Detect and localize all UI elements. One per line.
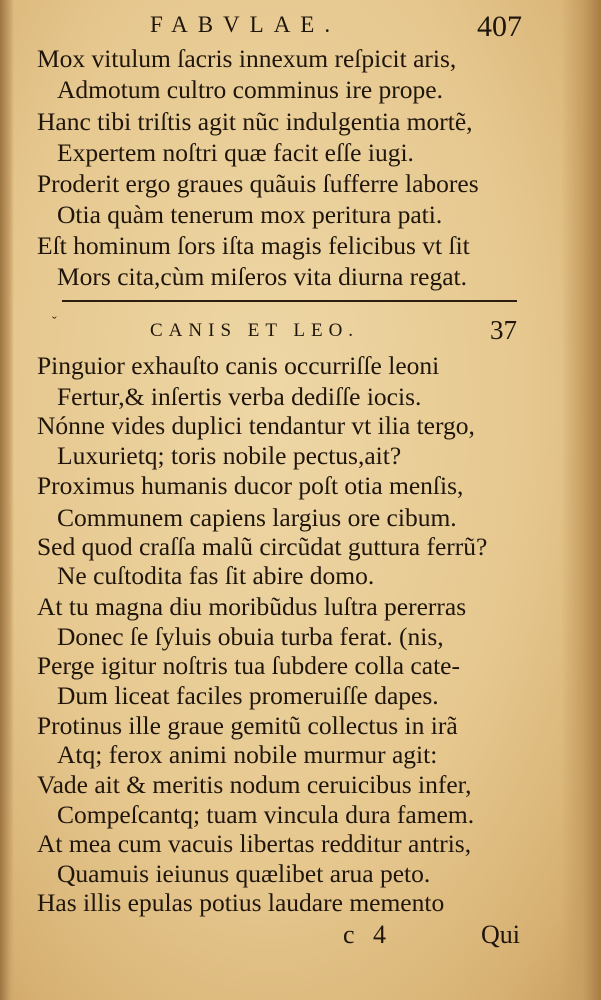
verse-line: Quamuis ieiunus quælibet arua peto. <box>57 859 431 888</box>
verse-line: Sed quod craſſa malũ circũdat guttura ferrũ? <box>37 532 488 561</box>
catchword: Qui <box>481 920 520 949</box>
verse-line: Mox vitulum ſacris innexum reſpicit aris, <box>37 44 457 73</box>
verse-line: Protinus ille graue gemitũ collectus in irã <box>37 711 458 740</box>
verse-line: Vade ait & meritis nodum ceruicibus infer, <box>37 770 472 799</box>
verse-line: Has illis epulas potius laudare memento <box>37 888 445 917</box>
verse-line: Dum liceat faciles promeruiſſe dapes. <box>57 681 439 710</box>
running-title: FABVLAE. <box>150 12 341 37</box>
page-number: 407 <box>477 10 522 43</box>
verse-line: Compeſcantq; tuam vincula dura famem. <box>57 800 475 829</box>
verse-line: Hanc tibi triſtis agit nũc indulgentia mortẽ, <box>37 107 473 136</box>
verse-line: Nónne vides duplici tendantur vt ilia tergo, <box>37 411 475 440</box>
verse-line: At mea cum vacuis libertas redditur antris, <box>37 829 472 858</box>
verse-line: Proximus humanis ducor poſt otia menſis, <box>37 471 464 500</box>
verse-line: Ne cuſtodita fas ſit abire domo. <box>57 561 375 590</box>
verse-line: Admotum cultro comminus ire prope. <box>57 75 443 104</box>
verse-line: Expertem noſtri quæ facit eſſe iugi. <box>57 138 414 167</box>
verse-line: Perge igitur noſtris tua ſubdere colla cate- <box>37 651 460 680</box>
fable-title: CANIS ET LEO. <box>150 320 360 341</box>
verse-line: Communem capiens largius ore cibum. <box>57 503 457 532</box>
verse-line: Otia quàm tenerum mox peritura pati. <box>57 200 443 229</box>
section-divider <box>62 300 517 302</box>
verse-line: Fertur,& inſertis verba dediſſe iocis. <box>57 382 422 411</box>
verse-line: Proderit ergo graues quãuis ſufferre labores <box>37 169 479 198</box>
verse-line: Luxurietq; toris nobile pectus,ait? <box>57 441 402 470</box>
signature-mark: c 4 <box>343 920 393 949</box>
fable-number: 37 <box>490 315 517 345</box>
verse-line: At tu magna diu moribũdus luſtra pererras <box>37 592 467 621</box>
verse-line: Donec ſe ſyluis obuia turba ferat. (nis, <box>57 622 444 651</box>
verse-line: Mors cita,cùm miſeros vita diurna regat. <box>57 262 468 291</box>
verse-line: Atq; ferox animi nobile murmur agit: <box>57 740 438 769</box>
verse-line: Eſt hominum ſors iſta magis felicibus vt ſit <box>37 231 470 260</box>
page-edge <box>561 0 601 1000</box>
verse-line: Pinguior exhauſto canis occurriſſe leoni <box>37 351 440 380</box>
page-gutter <box>0 0 14 1000</box>
ornament-tick: ˇ <box>52 315 57 330</box>
